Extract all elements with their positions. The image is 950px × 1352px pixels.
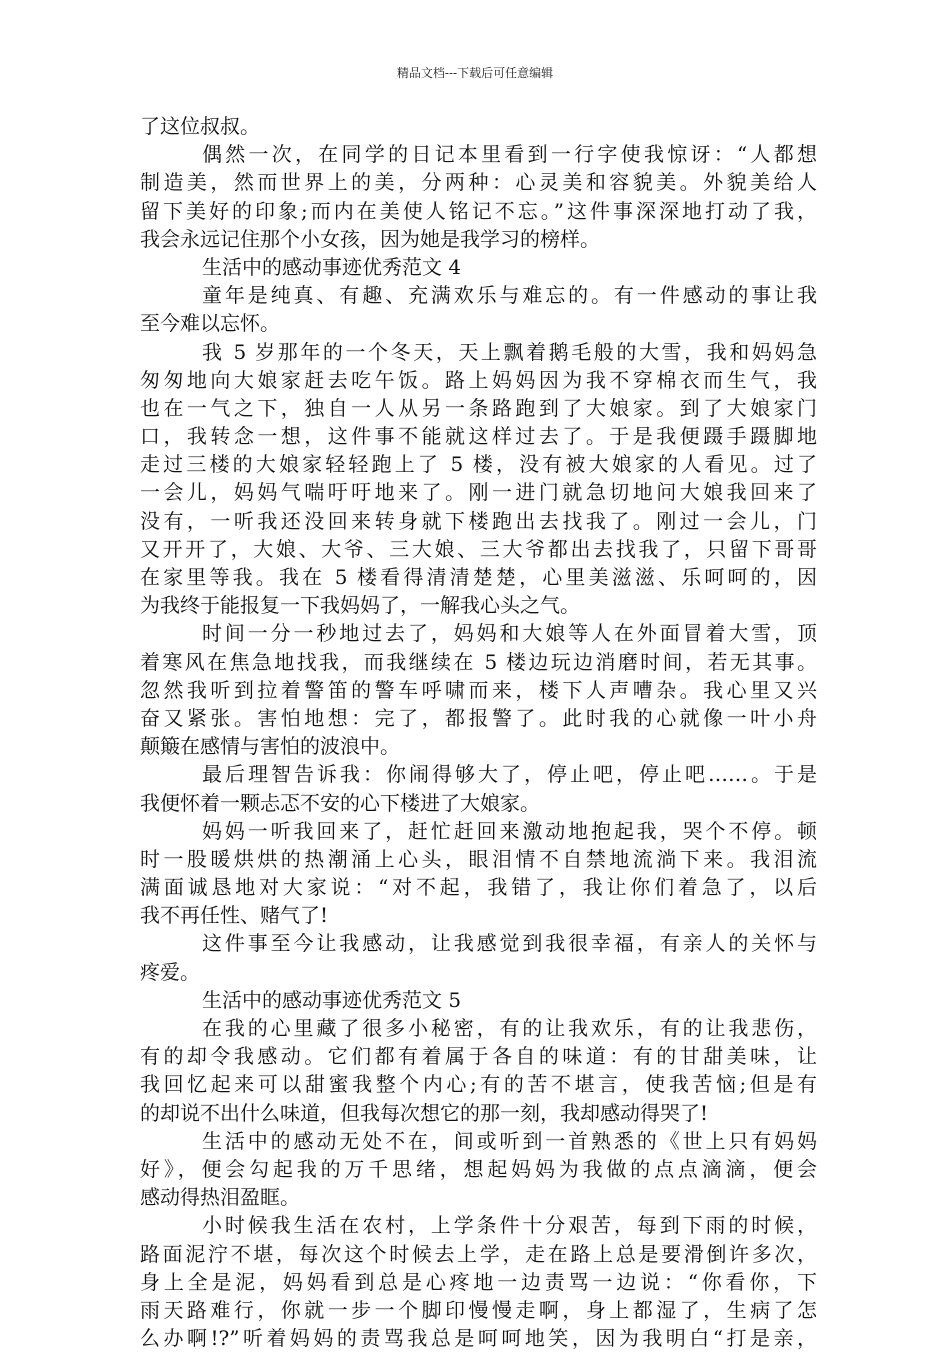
text-line: 生活中的感动无处不在，间或听到一首熟悉的《世上只有妈妈 [202,1128,817,1153]
text-line: 一会儿，妈妈气喘吁吁地来了。刚一进门就急切地问大娘我回来了 [140,480,817,505]
text-line: 童年是纯真、有趣、充满欢乐与难忘的。有一件感动的事让我 [202,283,817,308]
text-line: 颠簸在感情与害怕的波浪中。 [140,734,400,759]
text-line: 么办啊!?”听着妈妈的责骂我总是呵呵地笑，因为我明白“打是亲， [140,1326,817,1351]
text-line: 又开开了，大娘、大爷、三大娘、三大爷都出去找我了，只留下哥哥 [140,536,817,561]
text-line: 在家里等我。我在 5 楼看得清清楚楚，心里美滋滋、乐呵呵的，因 [140,565,817,589]
text-line: 留下美好的印象;而内在美使人铭记不忘。”这件事深深地打动了我， [140,198,817,223]
text-line: 我会永远记住那个小女孩，因为她是我学习的榜样。 [140,226,600,251]
text-line: 为我终于能报复一下我妈妈了，一解我心头之气。 [140,593,580,618]
document-body [140,112,817,1352]
text-line: 的却说不出什么味道，但我每次想它的那一刻，我却感动得哭了! [140,1100,709,1125]
text-line: 这件事至今让我感动，让我感觉到我很幸福，有亲人的关怀与 [202,931,817,956]
text-line: 妈妈一听我回来了，赶忙赶回来激动地抱起我，哭个不停。顿 [202,818,817,843]
text-line: 在我的心里藏了很多小秘密，有的让我欢乐，有的让我悲伤， [202,1016,817,1040]
text-line: 偶然一次，在同学的日记本里看到一行字使我惊讶：“人都想 [202,142,817,167]
text-line: 身上全是泥，妈妈看到总是心疼地一边责骂一边说：“你看你，下 [140,1269,817,1294]
text-line: 了这位叔叔。 [140,114,260,138]
text-line: 生活中的感动事迹优秀范文 4 [202,254,462,279]
text-line: 好》，便会勾起我的万千思绪，想起妈妈为我做的点点滴滴，便会 [140,1156,817,1181]
text-line: 最后理智告诉我：你闹得够大了，停止吧，停止吧……。于是 [202,762,817,787]
text-line: 制造美，然而世界上的美，分两种：心灵美和容貌美。外貌美给人 [140,170,817,195]
text-line: 至今难以忘怀。 [140,311,280,336]
text-line: 忽然我听到拉着警笛的警车呼啸而来，楼下人声嘈杂。我心里又兴 [140,677,817,702]
text-line: 口，我转念一想，这件事不能就这样过去了。于是我便蹑手蹑脚地 [140,424,817,449]
text-line: 我不再任性、赌气了! [140,903,329,928]
text-line: 感动得热泪盈眶。 [140,1185,300,1210]
text-line: 路面泥泞不堪，每次这个时候去上学，走在路上总是要滑倒许多次， [140,1241,817,1266]
text-line: 时间一分一秒地过去了，妈妈和大娘等人在外面冒着大雪，顶 [202,621,817,646]
text-line: 我回忆起来可以甜蜜我整个内心;有的苦不堪言，使我苦恼;但是有 [140,1072,817,1097]
text-line: 疼爱。 [140,959,200,984]
text-line: 生活中的感动事迹优秀范文 5 [202,987,462,1012]
text-line: 走过三楼的大娘家轻轻跑上了 5 楼，没有被大娘家的人看见。过了 [140,452,817,477]
text-line: 小时候我生活在农村，上学条件十分艰苦，每到下雨的时候， [202,1213,817,1238]
text-line: 雨天路难行，你就一步一个脚印慢慢走啊，身上都湿了，生病了怎 [140,1297,817,1322]
text-line: 奋又紧张。害怕地想：完了，都报警了。此时我的心就像一叶小舟 [140,705,817,730]
text-line: 匆匆地向大娘家赶去吃午饭。路上妈妈因为我不穿棉衣而生气，我 [140,367,817,392]
page-header: 精品文档---下载后可任意编辑 [396,66,554,80]
text-line: 时一股暖烘烘的热潮涌上心头，眼泪情不自禁地流淌下来。我泪流 [140,846,817,871]
text-line: 有的却令我感动。它们都有着属于各自的味道：有的甘甜美味，让 [140,1044,817,1069]
text-line: 我 5 岁那年的一个冬天，天上飘着鹅毛般的大雪，我和妈妈急 [202,339,817,364]
text-line: 满面诚恳地对大家说：“对不起，我错了，我让你们着急了，以后 [140,875,817,900]
text-line: 着寒风在焦急地找我，而我继续在 5 楼边玩边消磨时间，若无其事。 [140,649,817,674]
text-line: 也在一气之下，独自一人从另一条路跑到了大娘家。到了大娘家门 [140,395,817,420]
text-line: 我便怀着一颗忐忑不安的心下楼进了大娘家。 [140,790,540,815]
text-line: 没有，一听我还没回来转身就下楼跑出去找我了。刚过一会儿，门 [140,508,817,533]
